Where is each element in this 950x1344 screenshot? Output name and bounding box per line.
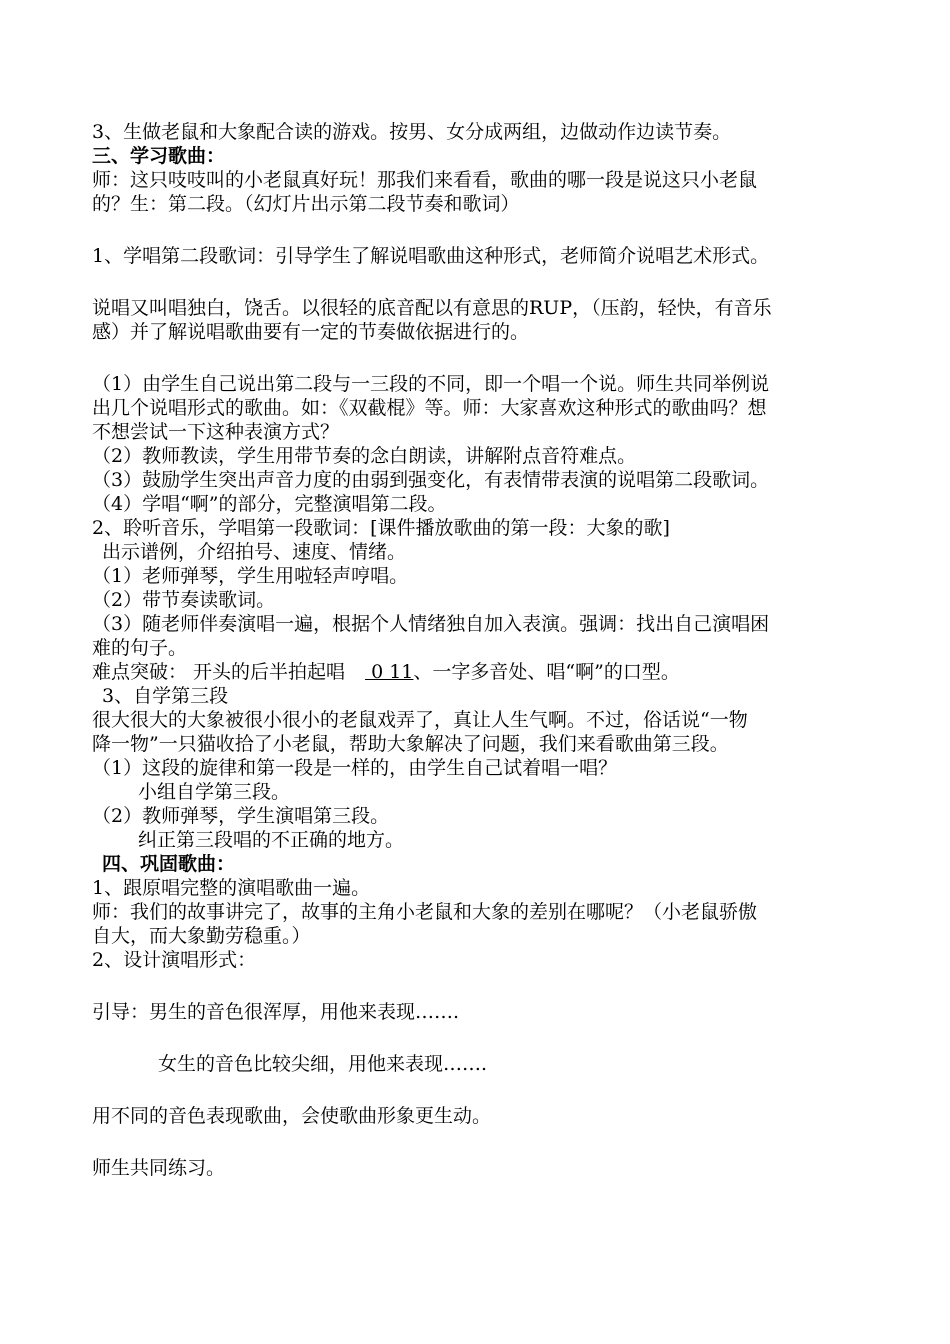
text-line: 难的句子。 bbox=[92, 637, 188, 659]
text-line: 说唱又叫唱独白，饶舌。以很轻的底音配以有意思的RUP，（压韵，轻快，有音乐 bbox=[92, 297, 772, 319]
text-line: 3、自学第三段 bbox=[102, 685, 229, 707]
text-line: 小组自学第三段。 bbox=[138, 781, 291, 803]
text-line: 师生共同练习。 bbox=[92, 1157, 226, 1179]
section-heading-4: 四、巩固歌曲： bbox=[102, 853, 236, 875]
text-line: 1、学唱第二段歌词：引导学生了解说唱歌曲这种形式，老师简介说唱艺术形式。 bbox=[92, 245, 770, 267]
text-line: 2、设计演唱形式： bbox=[92, 949, 257, 971]
difficulty-line bbox=[92, 660, 862, 684]
text-line: 出几个说唱形式的歌曲。如：《双截棍》等。师：大家喜欢这种形式的歌曲吗？想 bbox=[92, 397, 767, 419]
text-line: 引导：男生的音色很浑厚，用他来表现……. bbox=[92, 1001, 460, 1023]
text-line: 师：这只吱吱叫的小老鼠真好玩！那我们来看看，歌曲的哪一段是说这只小老鼠 bbox=[92, 169, 758, 191]
text-line: 降一物”一只猫收拾了小老鼠，帮助大象解决了问题，我们来看歌曲第三段。 bbox=[92, 733, 729, 755]
text-line: 2、聆听音乐，学唱第一段歌词：[课件播放歌曲的第一段：大象的歌] bbox=[92, 517, 670, 539]
text-line: （1）老师弹琴，学生用啦轻声哼唱。 bbox=[92, 565, 409, 587]
text-line: （2）带节奏读歌词。 bbox=[92, 589, 276, 611]
text-line: 自大，而大象勤劳稳重。） bbox=[92, 925, 311, 947]
text-line: 很大很大的大象被很小很小的老鼠戏弄了，真让人生气啊。不过，俗话说“一物 bbox=[92, 709, 748, 731]
section-heading-3: 三、学习歌曲： bbox=[92, 145, 226, 167]
text-line: 1、跟原唱完整的演唱歌曲一遍。 bbox=[92, 877, 371, 899]
text-line: （3）鼓励学生突出声音力度的由弱到强变化，有表情带表演的说唱第二段歌词。 bbox=[92, 469, 770, 491]
text-line: 女生的音色比较尖细，用他来表现……. bbox=[158, 1053, 488, 1075]
text-line: （1）这段的旋律和第一段是一样的，由学生自己试着唱一唱？ bbox=[92, 757, 618, 779]
document-page bbox=[92, 120, 862, 1180]
text-line: 出示谱例，介绍拍号、速度、情绪。 bbox=[102, 541, 407, 563]
text-line: 不想尝试一下这种表演方式？ bbox=[92, 421, 340, 443]
text-line: （1）由学生自己说出第二段与一三段的不同，即一个唱一个说。师生共同举例说 bbox=[92, 373, 770, 395]
text-line: 3、生做老鼠和大象配合读的游戏。按男、女分成两组，边做动作边读节奏。 bbox=[92, 121, 732, 143]
text-line: （3）随老师伴奏演唱一遍，根据个人情绪独自加入表演。强调：找出自己演唱困 bbox=[92, 613, 770, 635]
score-fragment: 0 11 bbox=[365, 661, 414, 683]
text-line: （2）教师弹琴，学生演唱第三段。 bbox=[92, 805, 390, 827]
text-line: （4）学唱“啊”的部分，完整演唱第二段。 bbox=[92, 493, 447, 515]
text-line: （2）教师教读，学生用带节奏的念白朗读，讲解附点音符难点。 bbox=[92, 445, 637, 467]
difficulty-label: 难点突破： 开头的后半拍起唱 bbox=[92, 661, 346, 683]
text-line: 师：我们的故事讲完了，故事的主角小老鼠和大象的差别在哪呢？（小老鼠骄傲 bbox=[92, 901, 758, 923]
text-line: 纠正第三段唱的不正确的地方。 bbox=[138, 829, 405, 851]
text-line: 用不同的音色表现歌曲，会使歌曲形象更生动。 bbox=[92, 1105, 492, 1127]
text-line: 的？生：第二段。（幻灯片出示第二段节奏和歌词） bbox=[92, 193, 520, 215]
text-line: 感）并了解说唱歌曲要有一定的节奏做依据进行的。 bbox=[92, 321, 530, 343]
difficulty-tail: 、一字多音处、唱“啊”的口型。 bbox=[413, 661, 680, 683]
